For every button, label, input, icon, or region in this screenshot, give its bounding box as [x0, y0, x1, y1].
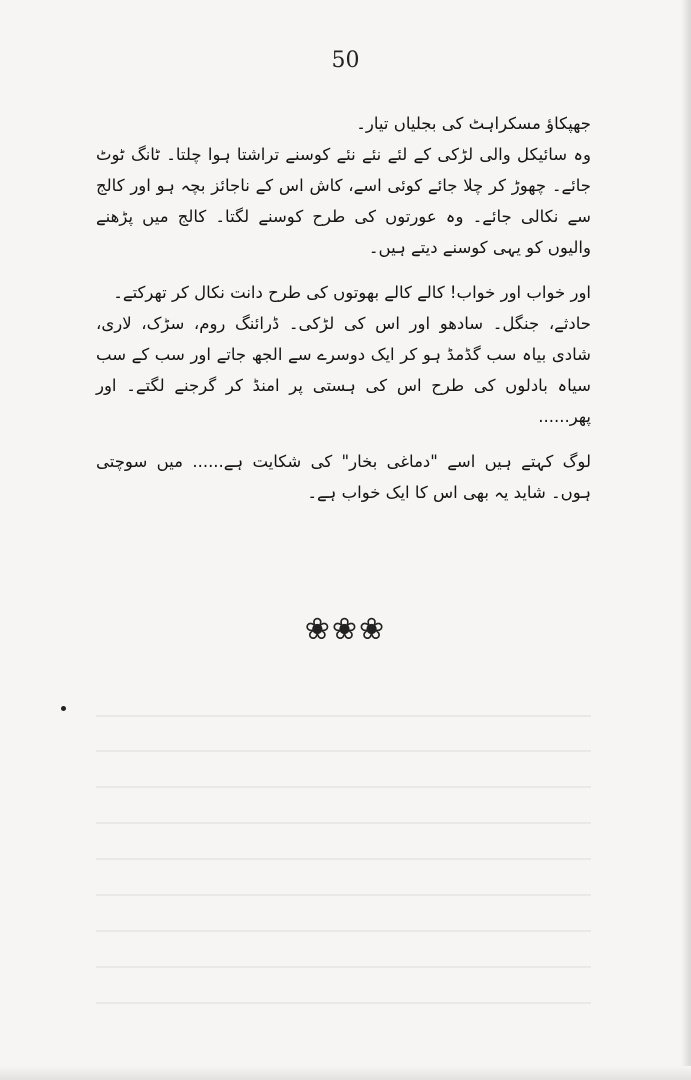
section-break-ornament: ❀❀❀ — [304, 612, 387, 647]
paragraph: وہ سائیکل والی لڑکی کے لئے نئے نئے کوسنے تراشتا ہوا چلتا۔ ٹانگ ٹوٹ جائے۔ چھوڑ کر چلا جائے کوئی اسے، کاش اس کے ناجائز بچہ ہو اور کالج سے نکالی جائے۔ وہ عورتوں کی طرح کوسنے لگتا۔ کالج میں پڑھنے والیوں کو یہی کوسنے دیتے ہیں۔ — [96, 145, 591, 257]
bleed-through-line — [96, 930, 591, 932]
page-number: 50 — [331, 48, 360, 73]
paragraph: لوگ کہتے ہیں اسے "دماغی بخار" کی شکایت ہے...... میں سوچتی ہوں۔ شاید یہ بھی اس کا ایک خواب ہے۔ — [96, 452, 591, 502]
body-text — [96, 108, 591, 508]
stray-dot — [61, 706, 66, 711]
bleed-through-line — [96, 750, 591, 752]
bleed-through-line — [96, 822, 591, 824]
bleed-through-line — [96, 858, 591, 860]
bleed-through-line — [96, 786, 591, 788]
paragraph: اور خواب اور خواب! کالے کالے بھوتوں کی طرح دانت نکال کر تھرکتے۔ — [113, 283, 591, 302]
bleed-through-line — [96, 1002, 591, 1004]
paragraph: جھپکاؤ مسکراہٹ کی بجلیاں تیار۔ — [356, 114, 591, 133]
bleed-through-line — [96, 894, 591, 896]
bleed-through-line — [96, 966, 591, 968]
paragraph: حادثے، جنگل۔ سادھو اور اس کی لڑکی۔ ڈرائنگ روم، سڑک، لاری، شادی بیاہ سب گڈمڈ ہو کر ایک دوسرے سے الجھ جاتے اور سب کے سب سیاہ بادلوں کی طرح اس کی ہستی پر امنڈ کر گرجنے لگتے۔ اور پھر...... — [96, 314, 591, 426]
page-bottom-shadow — [0, 1066, 691, 1080]
bleed-through-line — [96, 715, 591, 717]
page-edge-shadow — [681, 0, 691, 1080]
